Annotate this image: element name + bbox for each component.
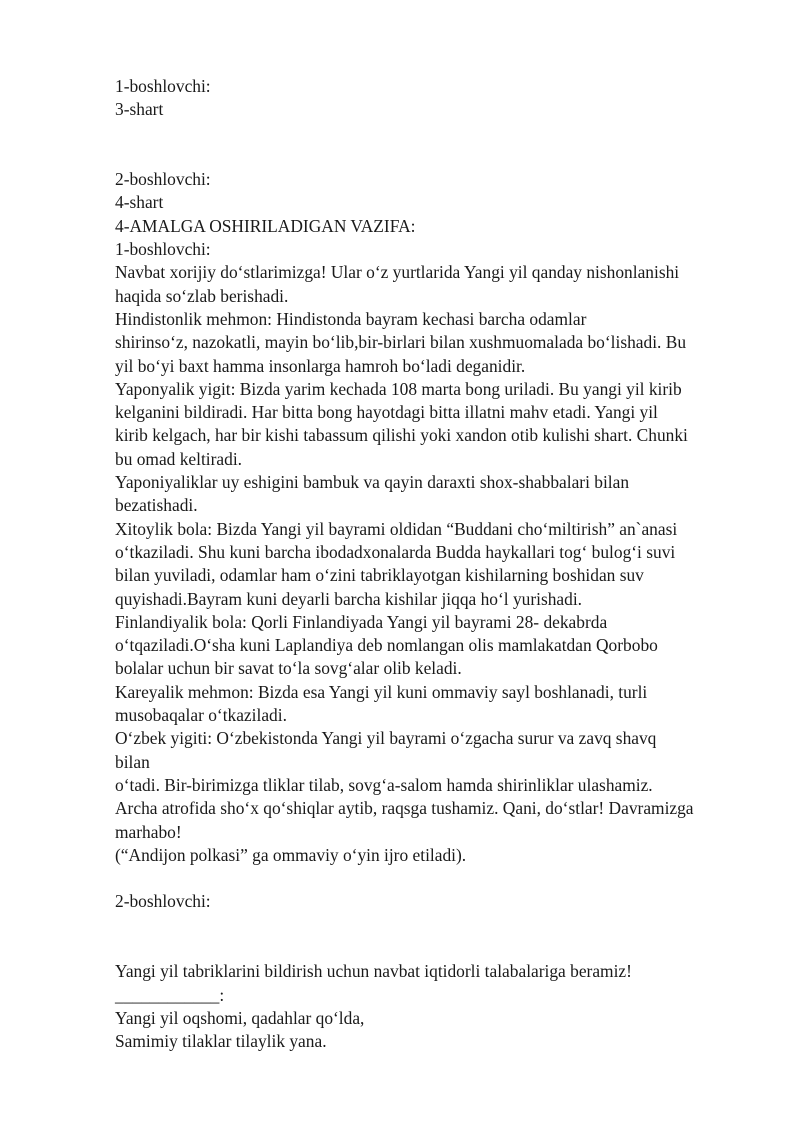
text-line: Samimiy tilaklar tilaylik yana.: [115, 1031, 327, 1052]
text-line: 4-AMALGA OSHIRILADIGAN VAZIFA:: [115, 215, 416, 236]
text-line: shirinso‘z, nazokatli, mayin bo‘lib,bir-birlari bilan xushmuomalada bo‘lishadi. Bu: [115, 332, 687, 353]
text-line: quyishadi.Bayram kuni deyarli barcha kishilar jiqqa ho‘l yurishadi.: [115, 588, 583, 609]
text-line: (“Andijon polkasi” ga ommaviy o‘yin ijro etiladi).: [115, 844, 467, 865]
text-line: 3-shart: [115, 99, 164, 120]
text-line: bu omad keltiradi.: [115, 448, 243, 469]
text-line: kelganini bildiradi. Har bitta bong hayotdagi bitta illatni mahv etadi. Yangi yil: [115, 402, 658, 423]
text-line: o‘tkaziladi. Shu kuni barcha ibodadxonalarda Budda haykallari tog‘ bulog‘i suvi: [115, 541, 676, 562]
text-line: o‘tqaziladi.O‘sha kuni Laplandiya deb nomlangan olis mamlakatdan Qorbobo: [115, 635, 658, 656]
text-line: Hindistonlik mehmon: Hindistonda bayram kechasi barcha odamlar: [115, 308, 587, 329]
blank-line: [115, 145, 745, 168]
text-line: Navbat xorijiy do‘stlarimizga! Ular o‘z yurtlarida Yangi yil qanday nishonlanishi: [115, 262, 680, 283]
blank-line: [115, 914, 745, 937]
text-line: Yaponyalik yigit: Bizda yarim kechada 108 marta bong uriladi. Bu yangi yil kirib: [115, 378, 682, 399]
text-line: o‘tadi. Bir-birimizga tliklar tilab, sovg‘a-salom hamda shirinliklar ulashamiz.: [115, 774, 653, 795]
text-line: kirib kelgach, har bir kishi tabassum qilishi yoki xandon otib kulishi shart. Chunki: [115, 425, 688, 446]
text-line: Yangi yil tabriklarini bildirish uchun navbat iqtidorli talabalariga beramiz!: [115, 961, 632, 982]
text-line: 2-boshlovchi:: [115, 891, 211, 912]
blank-line: [115, 122, 745, 145]
blank-line: [115, 867, 745, 890]
text-line: musobaqalar o‘tkaziladi.: [115, 705, 287, 726]
document-body: [115, 75, 745, 1053]
text-line: Kareyalik mehmon: Bizda esa Yangi yil kuni ommaviy sayl boshlanadi, turli: [115, 681, 648, 702]
text-line: bilan yuviladi, odamlar ham o‘zini tabriklayotgan kishilarning boshidan suv: [115, 565, 644, 586]
text-line: O‘zbek yigiti: O‘zbekistonda Yangi yil bayrami o‘zgacha surur va zavq shavq: [115, 728, 657, 749]
text-line: marhabo!: [115, 821, 182, 842]
text-line: Finlandiyalik bola: Qorli Finlandiyada Yangi yil bayrami 28- dekabrda: [115, 611, 608, 632]
text-line: Yangi yil oqshomi, qadahlar qo‘lda,: [115, 1007, 365, 1028]
text-line: 1-boshlovchi:: [115, 239, 211, 260]
text-line: Xitoylik bola: Bizda Yangi yil bayrami oldidan “Buddani cho‘miltirish” an`anasi: [115, 518, 678, 539]
text-line: 2-boshlovchi:: [115, 169, 211, 190]
text-line: ____________:: [115, 984, 225, 1005]
text-line: yil bo‘yi baxt hamma insonlarga hamroh bo‘ladi deganidir.: [115, 355, 526, 376]
text-line: 4-shart: [115, 192, 164, 213]
text-line: Yaponiyaliklar uy eshigini bambuk va qayin daraxti shox-shabbalari bilan: [115, 472, 630, 493]
blank-line: [115, 937, 745, 960]
text-line: bilan: [115, 751, 150, 772]
text-line: bolalar uchun bir savat to‘la sovg‘alar olib keladi.: [115, 658, 462, 679]
text-line: haqida so‘zlab berishadi.: [115, 285, 289, 306]
text-line: bezatishadi.: [115, 495, 198, 516]
text-line: Archa atrofida sho‘x qo‘shiqlar aytib, raqsga tushamiz. Qani, do‘stlar! Davramizga: [115, 798, 694, 819]
text-line: 1-boshlovchi:: [115, 76, 211, 96]
